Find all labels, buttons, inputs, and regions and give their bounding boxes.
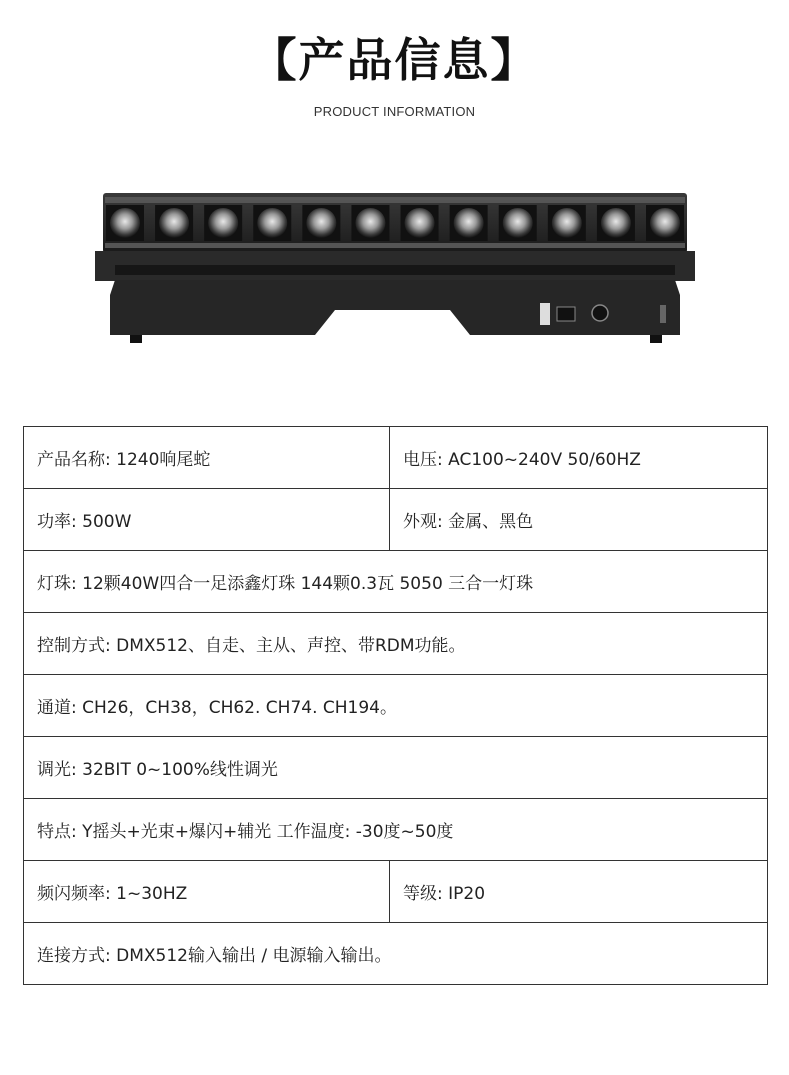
spec-power: 功率: 500W [24, 489, 390, 551]
spec-appearance: 外观: 金属、黑色 [390, 489, 768, 551]
spec-ip-rating: 等级: IP20 [390, 861, 768, 923]
spec-channels: 通道: CH26，CH38，CH62. CH74. CH194。 [24, 675, 768, 737]
lens [159, 208, 189, 238]
lens [405, 208, 435, 238]
spec-table [23, 426, 768, 985]
table-row [24, 427, 768, 489]
lens [306, 208, 336, 238]
table-row [24, 489, 768, 551]
table-row [24, 923, 768, 985]
spec-connection: 连接方式: DMX512输入输出 / 电源输入输出。 [24, 923, 768, 985]
lens [601, 208, 631, 238]
lens [110, 208, 140, 238]
spec-control: 控制方式: DMX512、自走、主从、声控、带RDM功能。 [24, 613, 768, 675]
spec-name: 产品名称: 1240响尾蛇 [24, 427, 390, 489]
lens [257, 208, 287, 238]
lens [454, 208, 484, 238]
table-row [24, 799, 768, 861]
page-subtitle: PRODUCT INFORMATION [313, 104, 476, 119]
spec-features: 特点: Y摇头+光束+爆闪+辅光 工作温度: -30度~50度 [24, 799, 768, 861]
table-row [24, 675, 768, 737]
table-row [24, 737, 768, 799]
moving-head-bar-illustration [95, 185, 695, 365]
lens [503, 208, 533, 238]
table-row [24, 551, 768, 613]
table-row [24, 613, 768, 675]
spec-dimming: 调光: 32BIT 0~100%线性调光 [24, 737, 768, 799]
lens [552, 208, 582, 238]
table-row [24, 861, 768, 923]
lens [355, 208, 385, 238]
page-title: 【产品信息】 [250, 33, 539, 87]
spec-leds: 灯珠: 12颗40W四合一足添鑫灯珠 144颗0.3瓦 5050 三合一灯珠 [24, 551, 768, 613]
lens [650, 208, 680, 238]
lens [208, 208, 238, 238]
product-image [95, 185, 695, 365]
spec-voltage: 电压: AC100~240V 50/60HZ [390, 427, 768, 489]
spec-strobe: 频闪频率: 1~30HZ [24, 861, 390, 923]
